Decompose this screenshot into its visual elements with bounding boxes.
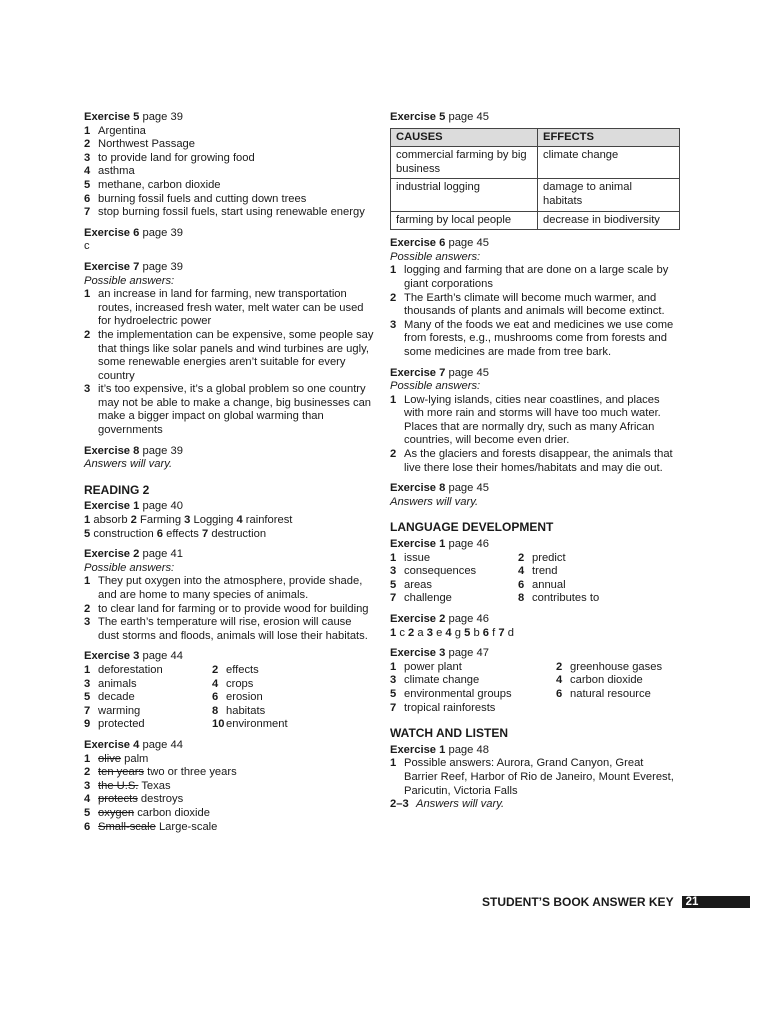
answer-line [390, 627, 680, 641]
exercise-label: Exercise 3 [84, 650, 140, 663]
reading-exercise-3-block [84, 650, 374, 732]
item-number: 7 [84, 704, 91, 717]
item-text: erosion [226, 691, 263, 704]
item-number: 5 [464, 626, 471, 639]
item-text: it’s too expensive, it’s a global problem so one country may not be able to make a change, big businesses can make a bigger impact on global warming than governments [98, 383, 372, 437]
struck-text: Small-scale [98, 820, 156, 833]
grid-cell [84, 718, 212, 732]
table-cell: industrial logging [391, 179, 538, 211]
table-header: CAUSES [391, 128, 538, 147]
item-text: c [399, 626, 405, 639]
item-number: 7 [84, 206, 91, 219]
list-item [84, 383, 374, 437]
item-number: 4 [84, 793, 91, 806]
item-text: climate change [404, 674, 480, 687]
item-text: methane, carbon dioxide [98, 178, 221, 191]
table-row [391, 179, 680, 211]
correction-text: Large-scale [158, 820, 218, 833]
exercise-8-p45-block [390, 482, 680, 509]
item-number: 2 [84, 766, 91, 779]
item-number: 1 [390, 393, 397, 406]
exercise-page: page 39 [142, 111, 183, 123]
list-item [84, 780, 374, 794]
grid-cell [212, 664, 342, 678]
section-heading-language-development: LANGUAGE DEVELOPMENT [390, 520, 554, 535]
grid-cell [518, 552, 648, 566]
item-text: to provide land for growing food [98, 151, 255, 164]
table-cell: commercial farming by big business [391, 147, 538, 179]
exercise-page: page 44 [142, 650, 183, 663]
possible-answers-note: Possible answers: [84, 274, 175, 287]
exercise-label: Exercise 1 [390, 538, 446, 551]
item-text: Low-lying islands, cities near coastlines, and places with more rain and storms will have too much water. Places that are normally dry, such as many African countries, will become even drier. [404, 393, 661, 447]
item-number: 8 [212, 704, 219, 717]
item-text: Farming [140, 514, 182, 527]
item-text: contributes to [532, 592, 600, 605]
grid-cell [518, 565, 648, 579]
item-text: to clear land for farming or to provide wood for building [98, 602, 369, 615]
item-number: 6 [84, 820, 91, 833]
exercise-label: Exercise 4 [84, 738, 140, 751]
item-number: 7 [390, 592, 397, 605]
item-text: challenge [404, 592, 452, 605]
item-text: d [507, 626, 514, 639]
item-text: Many of the foods we eat and medicines we use come from forests, e.g., mushrooms come from forests and some medicines are made from tree bark. [404, 318, 674, 358]
language-exercise-1-block [390, 538, 680, 606]
answers-vary-note: Answers will vary. [84, 458, 173, 471]
item-text: an increase in land for farming, new transportation routes, increased fresh water, melt water can be used for hydroelectric power [98, 288, 364, 328]
item-text: The Earth’s climate will become much warmer, and thousands of plants and animals will become extinct. [404, 291, 665, 318]
list-item [84, 193, 374, 207]
grid-cell [390, 579, 518, 593]
item-text: the implementation can be expensive, some people say that things like solar panels and wind turbines are ugly, some renewable energies aren’t suitable for every country [98, 328, 374, 382]
exercise-page: page 45 [448, 111, 489, 123]
item-number: 1 [390, 551, 397, 564]
exercise-label: Exercise 8 [84, 444, 140, 457]
item-text: construction [93, 527, 154, 540]
item-number: 3 [426, 626, 433, 639]
item-number: 7 [390, 701, 397, 714]
item-text: environment [226, 718, 288, 731]
exercise-label: Exercise 1 [84, 500, 140, 513]
language-exercise-3-block [390, 647, 680, 715]
item-text: Argentina [98, 124, 146, 137]
item-number: 2 [84, 138, 91, 151]
list-item [84, 152, 374, 166]
item-number: 1 [84, 752, 91, 765]
item-number: 3 [184, 514, 191, 527]
item-text [98, 780, 374, 794]
exercise-label: Exercise 7 [84, 260, 140, 273]
item-text: stop burning fossil fuels, start using renewable energy [98, 206, 365, 219]
grid-cell [518, 579, 648, 593]
item-text [98, 807, 374, 821]
page-footer [482, 894, 750, 910]
answer-line [84, 528, 374, 542]
item-number: 8 [518, 592, 525, 605]
grid-cell [556, 674, 686, 688]
item-number: 2 [84, 602, 91, 615]
item-number: 1 [390, 660, 397, 673]
exercise-label: Exercise 6 [390, 237, 446, 250]
item-text: burning fossil fuels and cutting down trees [98, 192, 307, 205]
item-number: 6 [212, 691, 219, 704]
causes-effects-table [390, 128, 680, 231]
list-item [84, 807, 374, 821]
item-text: Northwest Passage [98, 138, 196, 151]
item-number: 7 [202, 527, 209, 540]
item-number: 5 [84, 691, 91, 704]
item-number: 4 [236, 514, 243, 527]
list-item [390, 292, 680, 319]
item-text: environmental groups [404, 687, 512, 700]
answers-vary-note: Answers will vary. [390, 495, 479, 508]
item-text: g [454, 626, 461, 639]
item-number: 6 [482, 626, 490, 639]
exercise-5-block [84, 111, 374, 220]
grid-cell [390, 674, 556, 688]
table-cell: climate change [538, 147, 680, 179]
item-number: 5 [84, 178, 91, 191]
item-number: 3 [390, 318, 397, 331]
exercise-page: page 41 [142, 548, 183, 561]
item-text [98, 753, 374, 767]
item-text: predict [532, 551, 566, 564]
item-number: 6 [556, 687, 563, 700]
list-item [84, 766, 374, 780]
grid-cell [212, 691, 342, 705]
item-text: annual [532, 578, 566, 591]
correction-text: palm [124, 752, 149, 765]
list-item [84, 821, 374, 835]
grid-cell [390, 688, 556, 702]
correction-text: carbon dioxide [137, 806, 210, 819]
exercise-label: Exercise 3 [390, 647, 446, 660]
item-text: absorb [93, 514, 128, 527]
item-number: 1 [390, 757, 397, 770]
item-number: 9 [84, 718, 91, 731]
item-number: 5 [84, 806, 91, 819]
item-text: consequences [404, 565, 477, 578]
exercise-label: Exercise 2 [390, 613, 446, 625]
item-number: 1 [390, 626, 397, 639]
list-item [390, 798, 680, 812]
answer-text: c [84, 240, 90, 253]
item-text: e [436, 626, 443, 639]
item-text: warming [98, 704, 141, 717]
item-number: 3 [84, 616, 91, 629]
item-number: 1 [84, 288, 91, 301]
list-item [84, 138, 374, 152]
item-number: 1 [84, 124, 91, 137]
language-exercise-2-block [390, 613, 680, 640]
item-number: 3 [390, 674, 397, 687]
grid-cell [390, 661, 556, 675]
item-text: animals [98, 677, 137, 690]
table-row [391, 211, 680, 230]
item-number: 2 [556, 660, 563, 673]
item-text: rainforest [245, 514, 293, 527]
exercise-page: page 44 [142, 738, 183, 751]
exercise-label: Exercise 8 [390, 482, 446, 495]
right-column [390, 111, 680, 819]
item-number: 6 [84, 192, 91, 205]
item-text: decade [98, 691, 135, 704]
item-number: 5 [84, 527, 91, 540]
exercise-page: page 48 [448, 743, 489, 756]
exercise-label: Exercise 5 [84, 111, 140, 123]
possible-answers-note: Possible answers: [390, 380, 481, 393]
exercise-page: page 39 [142, 226, 183, 239]
item-number: 2 [390, 291, 397, 304]
item-number: 1 [390, 264, 397, 277]
exercise-page: page 46 [448, 538, 489, 551]
item-number: 5 [390, 578, 397, 591]
item-number: 7 [498, 626, 505, 639]
item-number: 3 [84, 677, 91, 690]
section-heading-reading-2: READING 2 [84, 482, 150, 497]
grid-cell [212, 705, 342, 719]
list-item [84, 165, 374, 179]
exercise-page: page 45 [448, 237, 489, 250]
table-header: EFFECTS [538, 128, 680, 147]
footer-title: STUDENT’S BOOK ANSWER KEY [482, 895, 674, 909]
exercise-label: Exercise 2 [84, 548, 140, 561]
exercise-7-p45-block [390, 367, 680, 476]
list-item [84, 616, 374, 643]
item-number: 2 [390, 448, 397, 461]
grid-cell [84, 678, 212, 692]
item-text: effects [166, 527, 199, 540]
item-text: tropical rainforests [404, 701, 496, 714]
list-item [84, 329, 374, 383]
reading-exercise-1-block [84, 500, 374, 541]
section-heading-watch-and-listen: WATCH AND LISTEN [390, 726, 508, 741]
possible-answers-note: Possible answers: [84, 561, 175, 574]
item-number: 2 [518, 551, 525, 564]
grid-cell [556, 688, 686, 702]
list-item [390, 264, 680, 291]
grid-cell [84, 705, 212, 719]
item-number: 6 [518, 578, 525, 591]
item-number: 2 [130, 514, 137, 527]
exercise-5-p45-block [390, 111, 680, 230]
table-cell: decrease in biodiversity [538, 211, 680, 230]
exercise-page: page 40 [142, 500, 183, 513]
exercise-7-block [84, 261, 374, 438]
item-text: power plant [404, 660, 462, 673]
item-text: Answers will vary. [416, 798, 505, 811]
item-text: f [492, 626, 496, 639]
item-number: 2–3 [390, 798, 409, 811]
struck-text: protects [98, 793, 138, 806]
struck-text: olive [98, 752, 122, 765]
grid-cell [556, 661, 686, 675]
item-number: 2 [84, 328, 91, 341]
list-item [84, 575, 374, 602]
correction-text: destroys [140, 793, 184, 806]
list-item [84, 288, 374, 329]
exercise-label: Exercise 7 [390, 366, 446, 379]
grid-cell [556, 702, 686, 716]
exercise-page: page 39 [142, 444, 183, 457]
exercise-page: page 45 [448, 366, 489, 379]
item-text: The earth’s temperature will rise, erosion will cause dust storms and floods, animals will lose their habitats. [98, 616, 368, 642]
item-number: 1 [84, 663, 91, 676]
table-cell: damage to animal habitats [538, 179, 680, 211]
grid-cell [84, 691, 212, 705]
list-item [390, 319, 680, 360]
exercise-8-block [84, 445, 374, 472]
list-item [84, 793, 374, 807]
item-text [98, 821, 374, 835]
grid-cell [390, 565, 518, 579]
item-number: 4 [518, 565, 525, 578]
item-text: natural resource [570, 687, 651, 700]
exercise-page: page 47 [448, 647, 489, 660]
item-text: deforestation [98, 663, 163, 676]
item-text: asthma [98, 165, 135, 178]
item-number: 6 [156, 527, 164, 540]
item-text: trend [532, 565, 558, 578]
item-text: Logging [193, 514, 234, 527]
exercise-6-block [84, 227, 374, 254]
item-number: 3 [84, 779, 91, 792]
item-number: 4 [445, 626, 452, 639]
exercise-label: Exercise 6 [84, 226, 140, 239]
table-cell: farming by local people [391, 211, 538, 230]
correction-text: two or three years [147, 766, 237, 779]
item-number: 4 [212, 677, 219, 690]
table-row [391, 147, 680, 179]
item-text: crops [226, 677, 254, 690]
item-text: effects [226, 663, 259, 676]
item-text: logging and farming that are done on a large scale by giant corporations [404, 264, 669, 290]
item-number: 2 [408, 626, 415, 639]
item-number: 1 [84, 514, 91, 527]
item-text: As the glaciers and forests disappear, the animals that live there lose their homes/habitats and may die out. [404, 448, 673, 474]
item-number: 4 [84, 165, 91, 178]
grid-cell [212, 678, 342, 692]
answer-line [84, 514, 374, 528]
reading-exercise-4-block [84, 739, 374, 834]
correction-text: Texas [141, 779, 171, 792]
grid-cell [390, 552, 518, 566]
list-item [84, 125, 374, 139]
item-text: a [417, 626, 424, 639]
item-number: 4 [556, 674, 563, 687]
left-column [84, 111, 374, 841]
exercise-label: Exercise 1 [390, 743, 446, 756]
struck-text: ten years [98, 766, 145, 779]
watch-exercise-1-block [390, 744, 680, 812]
item-text: carbon dioxide [570, 674, 643, 687]
exercise-label: Exercise 5 [390, 111, 446, 123]
item-number: 5 [390, 687, 397, 700]
list-item [390, 448, 680, 475]
item-number: 3 [390, 565, 397, 578]
grid-cell [390, 702, 556, 716]
exercise-page: page 45 [448, 482, 489, 495]
item-text: habitats [226, 704, 266, 717]
list-item [390, 757, 680, 798]
list-item [84, 753, 374, 767]
reading-exercise-2-block [84, 548, 374, 643]
item-number: 1 [84, 575, 91, 588]
item-number: 3 [84, 151, 91, 164]
exercise-6-p45-block [390, 237, 680, 359]
item-text [98, 793, 374, 807]
item-text: destruction [211, 527, 267, 540]
exercise-page: page 39 [142, 260, 183, 273]
list-item [84, 603, 374, 617]
struck-text: oxygen [98, 806, 135, 819]
item-text: They put oxygen into the atmosphere, provide shade, and are home to many species of animals. [98, 575, 363, 601]
item-text: protected [98, 718, 145, 731]
page-number: 21 [682, 896, 750, 908]
item-number: 2 [212, 663, 219, 676]
item-text: issue [404, 551, 431, 564]
item-text: areas [404, 578, 432, 591]
item-text: b [473, 626, 480, 639]
item-number: 10 [212, 718, 225, 731]
item-number: 3 [84, 383, 91, 396]
list-item [84, 179, 374, 193]
list-item [84, 206, 374, 220]
grid-cell [518, 592, 648, 606]
possible-answers-note: Possible answers: [390, 250, 481, 263]
grid-cell [84, 664, 212, 678]
list-item [390, 394, 680, 448]
grid-cell [390, 592, 518, 606]
grid-cell [212, 718, 342, 732]
item-text: Possible answers: Aurora, Grand Canyon, Great Barrier Reef, Harbor of Rio de Janeiro, Mount Everest, Paricutin, Victoria Falls [404, 757, 674, 797]
struck-text: the U.S. [98, 779, 139, 792]
exercise-page: page 46 [448, 613, 489, 625]
item-text: greenhouse gases [570, 660, 663, 673]
item-text [98, 766, 374, 780]
